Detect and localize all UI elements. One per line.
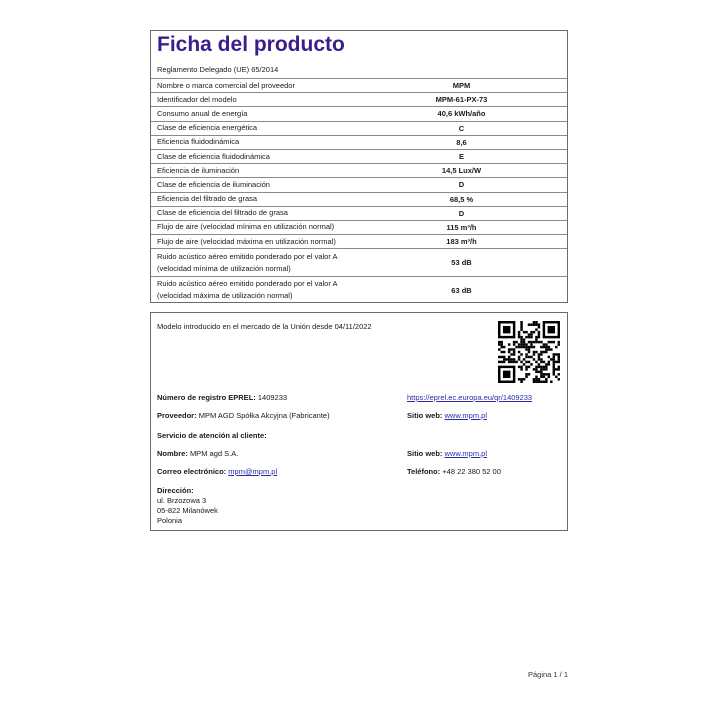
email-line bbox=[157, 467, 277, 476]
table-row bbox=[151, 163, 567, 177]
row-label-line2: (velocidad mínima de utilización normal) bbox=[157, 263, 291, 273]
name-label: Nombre: bbox=[157, 449, 188, 458]
row-label: Clase de eficiencia del filtrado de grasa bbox=[157, 208, 288, 218]
table-row bbox=[151, 78, 567, 92]
table-row bbox=[151, 92, 567, 106]
spec-table bbox=[151, 78, 567, 303]
row-value: 68,5 % bbox=[449, 194, 474, 204]
row-value: E bbox=[458, 152, 464, 162]
table-row bbox=[151, 276, 567, 304]
supplier-name: MPM AGD Spółka Akcyjna (Fabricante) bbox=[198, 411, 330, 420]
row-value: 40,6 kWh/año bbox=[437, 109, 486, 119]
address-block bbox=[157, 486, 218, 526]
row-value: D bbox=[458, 208, 465, 218]
row-value: 8,6 bbox=[456, 137, 467, 147]
supplier-line bbox=[157, 411, 330, 420]
eprel-label: Número de registro EPREL: bbox=[157, 393, 256, 402]
address-line1: ul. Brzozowa 3 bbox=[157, 496, 207, 505]
row-label bbox=[151, 251, 396, 275]
email-link[interactable]: mpm@mpm.pl bbox=[228, 467, 278, 476]
product-sheet bbox=[150, 30, 568, 303]
table-row bbox=[151, 149, 567, 163]
row-value: 115 m³/h bbox=[446, 222, 477, 232]
introduced-date-text: Modelo introducido en el mercado de la Unión desde 04/11/2022 bbox=[157, 322, 372, 331]
website-label: Sitio web: bbox=[407, 411, 443, 420]
eprel-line bbox=[157, 393, 287, 402]
supplier-info-box bbox=[150, 312, 568, 531]
row-value: 14,5 Lux/W bbox=[441, 166, 482, 176]
website2-link[interactable]: www.mpm.pl bbox=[444, 449, 488, 458]
row-label: Eficiencia del filtrado de grasa bbox=[157, 194, 258, 204]
table-row bbox=[151, 177, 567, 191]
row-label: Flujo de aire (velocidad mínima en utilización normal) bbox=[157, 222, 335, 232]
contact-name-line bbox=[157, 449, 238, 458]
table-row bbox=[151, 234, 567, 248]
row-value: 63 dB bbox=[451, 285, 472, 295]
row-label: Flujo de aire (velocidad máxima en utilización normal) bbox=[157, 236, 336, 246]
phone-line bbox=[407, 467, 501, 476]
table-row bbox=[151, 192, 567, 206]
qr-code-icon[interactable] bbox=[498, 321, 560, 383]
email-label: Correo electrónico: bbox=[157, 467, 227, 476]
row-label bbox=[151, 278, 396, 302]
regulation-reference: Reglamento Delegado (UE) 65/2014 bbox=[157, 65, 279, 74]
row-value: MPM-61-PX-73 bbox=[435, 95, 488, 105]
website-link[interactable]: www.mpm.pl bbox=[444, 411, 488, 420]
row-label: Eficiencia fluidodinámica bbox=[157, 137, 240, 147]
row-label-line1: Ruido acústico aéreo emitido ponderado por el valor A bbox=[157, 251, 338, 261]
supplier-label: Proveedor: bbox=[157, 411, 197, 420]
address-label: Dirección: bbox=[157, 486, 194, 495]
table-row bbox=[151, 135, 567, 149]
address-line3: Polonia bbox=[157, 516, 183, 525]
row-value: 53 dB bbox=[451, 258, 472, 267]
row-label: Nombre o marca comercial del proveedor bbox=[157, 80, 295, 90]
row-value: MPM bbox=[452, 81, 471, 91]
row-label-line1: Ruido acústico aéreo emitido ponderado por el valor A bbox=[157, 279, 338, 288]
row-label: Consumo anual de energía bbox=[157, 108, 248, 118]
website2-label: Sitio web: bbox=[407, 449, 443, 458]
eprel-link[interactable]: https://eprel.ec.europa.eu/qr/1409233 bbox=[407, 393, 533, 402]
eprel-number: 1409233 bbox=[257, 393, 288, 402]
table-row bbox=[151, 220, 567, 234]
row-label: Clase de eficiencia energética bbox=[157, 123, 258, 133]
row-value: 183 m³/h bbox=[446, 237, 477, 247]
page-title: Ficha del producto bbox=[157, 33, 345, 56]
address-line2: 05-822 Milanówek bbox=[157, 506, 218, 515]
table-row bbox=[151, 206, 567, 220]
row-label: Eficiencia de iluminación bbox=[157, 165, 240, 175]
row-value: C bbox=[458, 123, 465, 133]
table-row bbox=[151, 106, 567, 120]
row-value: D bbox=[458, 180, 465, 190]
row-label-line2: (velocidad máxima de utilización normal) bbox=[157, 291, 293, 300]
row-label: Clase de eficiencia fluidodinámica bbox=[157, 151, 270, 161]
phone-label: Teléfono: bbox=[407, 467, 441, 476]
table-row bbox=[151, 121, 567, 135]
row-label: Identificador del modelo bbox=[157, 94, 237, 104]
phone-number: +48 22 380 52 00 bbox=[442, 467, 501, 476]
contact-name: MPM agd S.A. bbox=[189, 449, 239, 458]
table-row bbox=[151, 248, 567, 276]
page-number: Página 1 / 1 bbox=[527, 670, 568, 679]
website-line bbox=[407, 411, 487, 420]
row-label: Clase de eficiencia de iluminación bbox=[157, 179, 270, 189]
website2-line bbox=[407, 449, 487, 458]
service-heading: Servicio de atención al cliente: bbox=[157, 431, 267, 440]
